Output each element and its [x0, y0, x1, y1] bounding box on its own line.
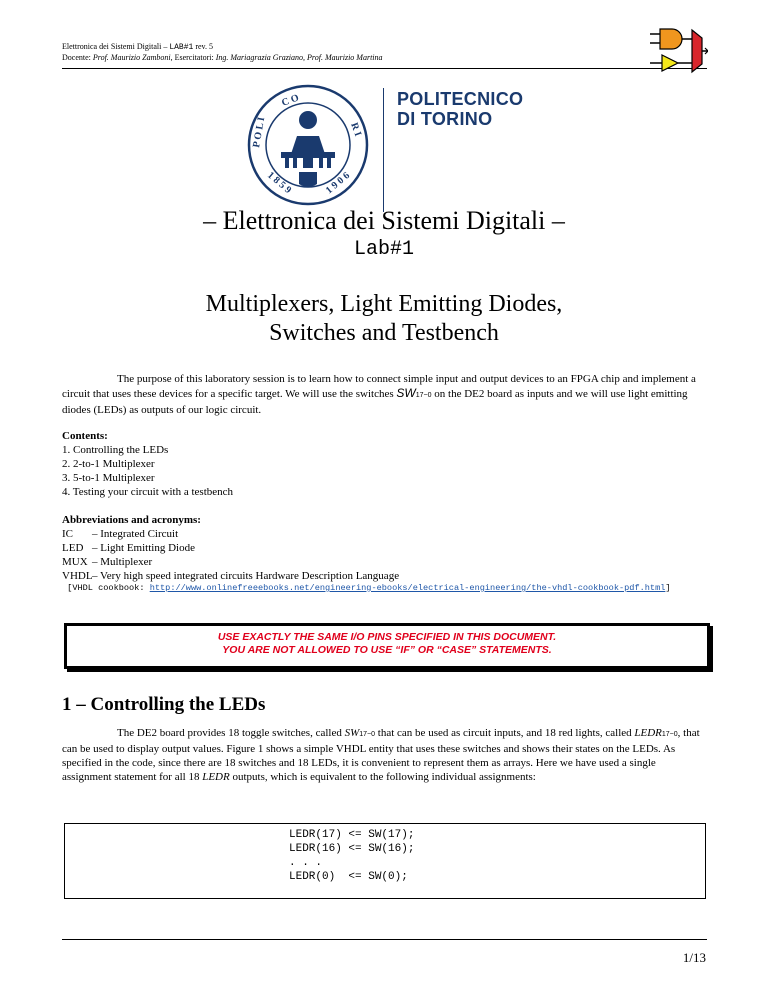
- svg-text:C O: C O: [280, 92, 301, 109]
- list-item: 4. Testing your circuit with a testbench: [62, 486, 234, 498]
- contents-section: [62, 429, 707, 499]
- warning-box: [64, 623, 710, 669]
- abbr-row: VHDL – Very high speed integrated circuits Hardware Description Language: [62, 570, 400, 582]
- sw-symbol: SW: [396, 386, 416, 400]
- header-course: Elettronica dei Sistemi Digitali –: [62, 42, 170, 51]
- header-docente: Prof. Maurizio Zamboni: [92, 53, 171, 62]
- header-esercitatori-label: , Esercitatori:: [170, 53, 216, 62]
- topic-title-line1: Multiplexers, Light Emitting Diodes,: [205, 291, 563, 317]
- topic-title: [0, 290, 768, 348]
- header-esercitatori: Ing. Mariagrazia Graziano, Prof. Maurizio Martina: [215, 53, 383, 62]
- list-item: 1. Controlling the LEDs: [62, 444, 169, 456]
- logic-gate-logo-icon: [650, 26, 708, 76]
- code-lines: LEDR(17) <= SW(17); LEDR(16) <= SW(16); . . . LEDR(0) <= SW(0);: [289, 829, 415, 883]
- section-heading: 1 – Controlling the LEDs: [62, 694, 266, 715]
- header-lab-code: LAB#1: [169, 43, 194, 52]
- abbr-row: LED – Light Emitting Diode: [62, 542, 195, 554]
- header-course-line: [62, 42, 213, 53]
- abbreviations-heading: Abbreviations and acronyms:: [62, 514, 201, 526]
- section1-paragraph: The DE2 board provides 18 toggle switches, called SW17−0 that can be used as circuit inputs, and 18 red lights, called LEDR17−0, that can be used to display output values. Figure 1 shows a simple VHDL entity that uses these switches and shows their states on the LEDs. As specified in the code, since there are 18 switches and 18 LEDs, it is convenient to represent them as arrays. Here we have used a single assignment statement for all 18 LEDR outputs, which is equivalent to the following individual assignments:: [62, 727, 700, 783]
- topic-title-line2: Switches and Testbench: [269, 320, 499, 346]
- page-number: 1/13: [682, 950, 706, 965]
- cookbook-link[interactable]: http://www.onlinefreeebooks.net/engineering-ebooks/electrical-engineering/the-vhdl-cookbook-pdf.html: [149, 583, 666, 593]
- abbreviations-section: [62, 513, 707, 594]
- header-rev: rev. 5: [193, 42, 214, 51]
- footer-divider: [62, 939, 707, 940]
- lab-title: Lab#1: [353, 238, 414, 261]
- course-title: – Elettronica dei Sistemi Digitali –: [203, 206, 565, 235]
- cookbook-reference: [VHDL cookbook: http://www.onlinefreeebooks.net/engineering-ebooks/electrical-engineering/the-vhdl-cookbook-pdf.html]: [67, 583, 671, 593]
- code-block: [64, 823, 706, 899]
- header-staff-line: [62, 53, 383, 63]
- intro-paragraph: The purpose of this laboratory session is to learn how to connect simple input and output devices to an FPGA chip and implement a circuit that uses these devices for a specific target. We will use the switches SW17−0 on the DE2 board as inputs and we will use light emitting diodes (LEDs) as outputs of our logic circuit.: [62, 373, 696, 416]
- list-item: 2. 2-to-1 Multiplexer: [62, 458, 155, 470]
- header-divider: [62, 68, 707, 69]
- wordmark-line2: DI TORINO: [397, 109, 493, 129]
- list-item: 3. 5-to-1 Multiplexer: [62, 472, 155, 484]
- warning-text: USE EXACTLY THE SAME I/O PINS SPECIFIED IN THIS DOCUMENT. YOU ARE NOT ALLOWED TO USE “IF” OR “CASE” STATEMENTS.: [217, 631, 557, 656]
- contents-heading: Contents:: [62, 430, 108, 442]
- wordmark-line1: POLITECNICO: [397, 89, 524, 109]
- abbr-row: MUX – Multiplexer: [62, 556, 153, 568]
- politecnico-seal-logo: [247, 84, 369, 206]
- svg-text:R I: R I: [348, 121, 364, 138]
- svg-text:1 9 0 6: 1 9 0 6: [323, 170, 352, 197]
- header-docente-label: Docente:: [62, 53, 93, 62]
- logo-divider: [383, 88, 384, 212]
- svg-text:P O L I: P O L I: [251, 116, 268, 149]
- abbr-row: IC – Integrated Circuit: [62, 528, 179, 540]
- svg-text:1 8 5 9: 1 8 5 9: [265, 169, 294, 196]
- politecnico-wordmark: [397, 89, 523, 129]
